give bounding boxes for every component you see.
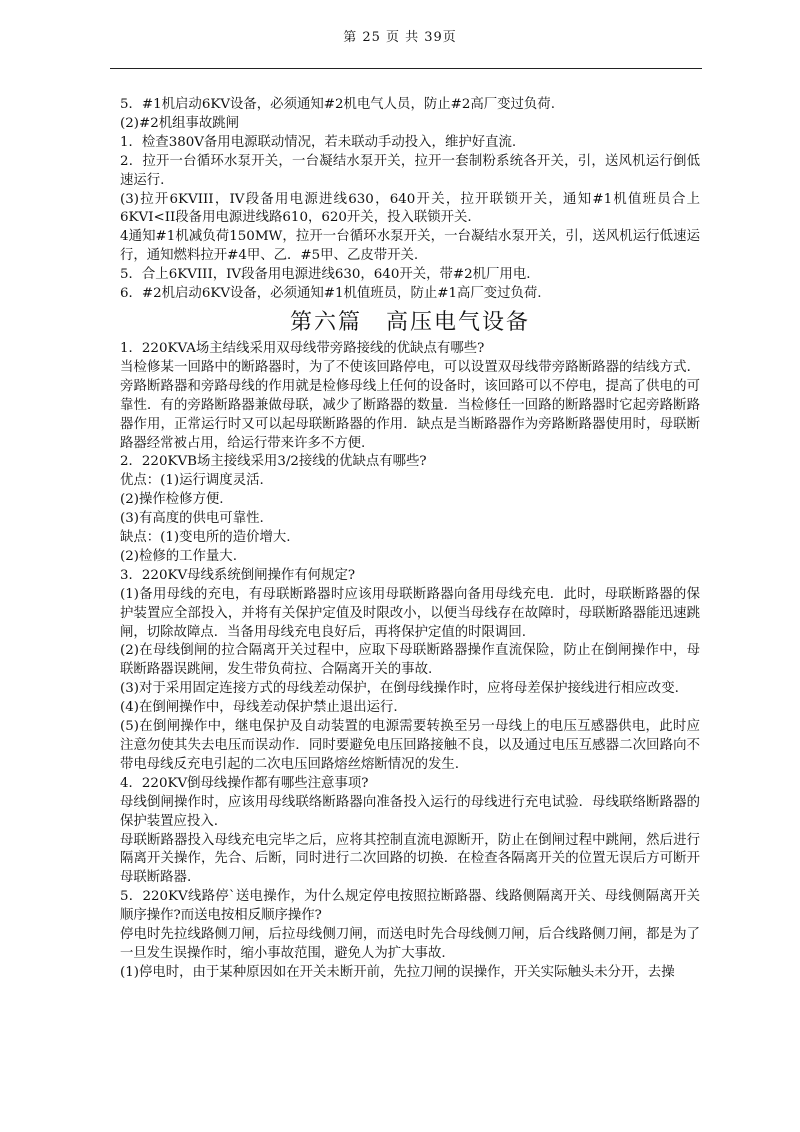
- answer: 优点：(1)运行调度灵活.: [120, 473, 264, 489]
- question: 4．220KV倒母线操作都有哪些注意事项?: [120, 775, 369, 791]
- page-number-label: 第 25 页 共 39页: [343, 30, 457, 45]
- question: 3．220KV母线系统倒闸操作有何规定?: [120, 567, 356, 583]
- paragraph: 5．合上6KVIII，IV段备用电源进线630，640开关，带#2机厂用电.: [120, 267, 531, 283]
- answer: (1)停电时，由于某种原因如在开关未断开前，先拉刀闸的误操作，开关实际触头未分开，去操: [120, 964, 675, 980]
- answer: (2)操作检修方便.: [120, 492, 224, 508]
- header-divider: [110, 68, 702, 69]
- answer: (2)在母线倒闸的拉合隔离开关过程中，应取下母联断路器操作直流保险，防止在倒闸操作中，母联断路器误跳闸，发生带负荷拉、合隔离开关的事故.: [120, 643, 700, 678]
- paragraph: 2．拉开一台循环水泵开关，一台凝结水泵开关，拉开一套制粉系统各开关，引，送风机运行倒低速运行.: [120, 153, 700, 188]
- question: 2．220KVB场主接线采用3/2接线的优缺点有哪些?: [120, 454, 427, 470]
- document-body: [120, 96, 700, 983]
- paragraph: 5．#1机启动6KV设备，必须通知#2机电气人员，防止#2高厂变过负荷.: [120, 97, 555, 112]
- answer: (2)检修的工作量大.: [120, 548, 237, 564]
- paragraph: 4通知#1机减负荷150MW，拉开一台循环水泵开关，一台凝结水泵开关，引，送风机运行低速运行，通知燃料拉开#4甲、乙．#5甲、乙皮带开关.: [120, 229, 700, 264]
- answer: 母联断路器投入母线充电完毕之后，应将其控制直流电源断开，防止在倒闸过程中跳闸，然后进行隔离开关操作，先合、后断，同时进行二次回路的切换．在检查各隔离开关的位置无误后方可断开母联断路器.: [120, 832, 700, 886]
- answer: (5)在倒闸操作中，继电保护及自动装置的电源需要转换至另一母线上的电压互感器供电，此时应注意勿使其失去电压而误动作．同时要避免电压回路接触不良，以及通过电压互感器二次回路向不带电母线反充电引起的二次电压回路熔丝熔断情况的发生.: [120, 719, 700, 772]
- answer: (1)备用母线的充电，有母联断路器时应该用母联断路器向备用母线充电．此时，母联断路器的保护装置应全部投入，并将有关保护定值及时限改小，以便当母线存在故障时，母联断路器能迅速跳闸，切除故障点．当备用母线充电良好后，再将保护定值的时限调回.: [120, 586, 700, 640]
- answer: 当检修某一回路中的断路器时，为了不使该回路停电，可以设置双母线带旁路断路器的结线方式．旁路断路器和旁路母线的作用就是检修母线上任何的设备时，该回路可以不停电，提高了供电的可靠性．有的旁路断路器兼做母联，减少了断路器的数量．当检修任一回路的断路器时它起旁路断路器作用，正常运行时又可以起母联断路器的作用．缺点是当断路器作为旁路断路器使用时，母联断路器经常被占用，给运行带来许多不方便.: [120, 359, 700, 451]
- answer: (3)有高度的供电可靠性.: [120, 511, 264, 527]
- subheading: (2)#2机组事故跳闸: [120, 115, 240, 131]
- page-header: [0, 26, 800, 45]
- answer: 停电时先拉线路侧刀闸，后拉母线侧刀闸，而送电时先合母线侧刀闸，后合线路侧刀闸，都是为了一旦发生误操作时，缩小事故范围，避免人为扩大事故.: [120, 927, 700, 961]
- answer: (3)对于采用固定连接方式的母线差动保护，在倒母线操作时，应将母差保护接线进行相应改变.: [120, 681, 679, 697]
- section-title: 第六篇 高压电气设备: [289, 309, 530, 335]
- paragraph: 1．检查380V备用电源联动情况，若未联动手动投入，维护好直流.: [120, 134, 517, 150]
- question: 1．220KVA场主结线采用双母线带旁路接线的优缺点有哪些?: [120, 340, 485, 356]
- answer: (4)在倒闸操作中，母线差动保护禁止退出运行.: [120, 700, 398, 716]
- answer: 缺点：(1)变电所的造价增大.: [120, 530, 291, 546]
- paragraph: 6．#2机启动6KV设备，必须通知#1机值班员，防止#1高厂变过负荷.: [120, 286, 542, 302]
- answer: 母线倒闸操作时，应该用母线联络断路器向准备投入运行的母线进行充电试验．母线联络断路器的保护装置应投入.: [120, 794, 700, 829]
- paragraph: (3)拉开6KVIII，IV段备用电源进线630，640开关，拉开联锁开关，通知#1机值班员合上6KVI<II段备用电源进线路610，620开关，投入联锁开关.: [120, 191, 700, 226]
- question: 5．220KV线路停`送电操作，为什么规定停电按照拉断路器、线路侧隔离开关、母线侧隔离开关顺序操作?而送电按相反顺序操作?: [120, 889, 700, 924]
